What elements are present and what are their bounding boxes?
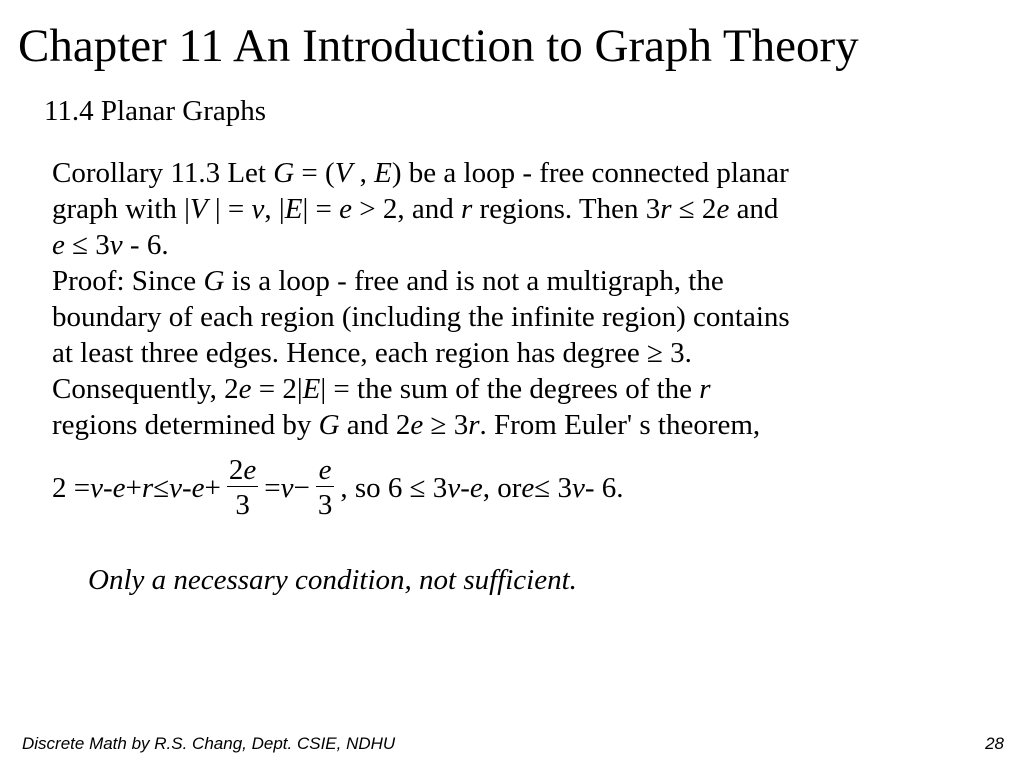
- fraction-2e-over-3: $\frac{2e}{3}$: [228, 453, 257, 521]
- footer-credit: Discrete Math by R.S. Chang, Dept. CSIE, NDHU: [22, 734, 396, 753]
- proof-line-1: Proof: Since G is a loop - free and is not a multigraph, the: [52, 265, 724, 297]
- proof-line-5: regions determined by G and 2e ≥ 3r. From Euler' s theorem,: [52, 409, 761, 441]
- slide-title: Chapter 11 An Introduction to Graph Theory: [18, 20, 859, 72]
- proof-line-2: boundary of each region (including the infinite region) contains: [52, 301, 790, 333]
- corollary-line-2: graph with |V | = v, |E| = e > 2, and r regions. Then 3r ≤ 2e and: [52, 193, 779, 225]
- proof-line-3: at least three edges. Hence, each region has degree ≥ 3.: [52, 337, 692, 369]
- section-subtitle: 11.4 Planar Graphs: [44, 95, 267, 127]
- euler-inequality-formula: 2 = v - e + r ≤ v - e + $\frac{2e}{3}$ = v − $\frac{e}{3}$ , so 6 ≤ 3 v - e , or e ≤ 3 v - 6.: [52, 453, 624, 521]
- fraction-e-over-3: $\frac{e}{3}$: [317, 453, 333, 521]
- page-number: 28: [985, 734, 1004, 753]
- proof-line-4: Consequently, 2e = 2|E| = the sum of the degrees of the r: [52, 373, 711, 405]
- corollary-line-3: e ≤ 3v - 6.: [52, 229, 169, 261]
- corollary-line-1: Corollary 11.3 Let G = (V , E) be a loop - free connected planar: [52, 157, 789, 189]
- note-text: Only a necessary condition, not sufficient.: [88, 564, 577, 596]
- slide-body: [52, 155, 992, 443]
